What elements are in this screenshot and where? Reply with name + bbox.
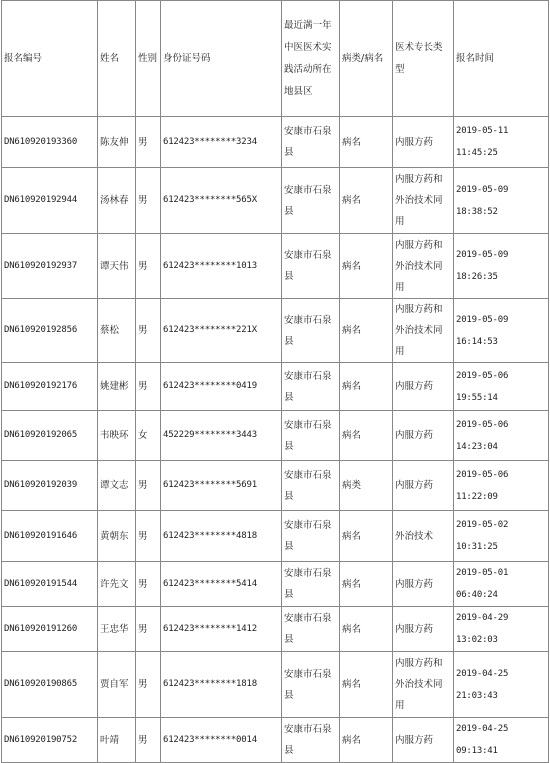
cell-disease: 病名 bbox=[340, 607, 393, 652]
cell-time bbox=[454, 511, 549, 562]
time-date: 2019-05-02 bbox=[456, 520, 509, 530]
table-row bbox=[2, 652, 549, 718]
cell-idcard: 612423********0014 bbox=[161, 718, 282, 763]
cell-time bbox=[454, 117, 549, 168]
time-date: 2019-05-06 bbox=[456, 419, 509, 430]
cell-region: 安康市石泉县 bbox=[282, 168, 340, 234]
cell-gender: 男 bbox=[136, 234, 161, 299]
cell-name: 谭天伟 bbox=[98, 234, 136, 299]
cell-time bbox=[454, 562, 549, 607]
time-clock: 10:31:25 bbox=[456, 542, 498, 552]
time-date: 2019-05-06 bbox=[456, 370, 509, 381]
table-row bbox=[2, 363, 549, 411]
cell-gender: 男 bbox=[136, 299, 161, 363]
cell-type: 内服方药 bbox=[393, 117, 454, 168]
cell-time bbox=[454, 411, 549, 461]
time-date: 2019-05-09 bbox=[456, 184, 509, 195]
cell-id: DN610920193360 bbox=[2, 117, 98, 168]
header-id: 报名编号 bbox=[2, 1, 98, 117]
cell-type: 内服方药 bbox=[393, 461, 454, 511]
cell-disease: 病名 bbox=[340, 299, 393, 363]
cell-gender: 男 bbox=[136, 718, 161, 763]
cell-name: 汤林春 bbox=[98, 168, 136, 234]
cell-gender: 男 bbox=[136, 461, 161, 511]
cell-region: 安康市石泉县 bbox=[282, 607, 340, 652]
cell-time bbox=[454, 652, 549, 718]
cell-idcard: 612423********1013 bbox=[161, 234, 282, 299]
time-clock: 14:23:04 bbox=[456, 441, 498, 452]
cell-region: 安康市石泉县 bbox=[282, 461, 340, 511]
table-row bbox=[2, 511, 549, 562]
time-date: 2019-04-25 bbox=[456, 668, 509, 679]
cell-region: 安康市石泉县 bbox=[282, 718, 340, 763]
time-clock: 11:22:09 bbox=[456, 491, 498, 502]
time-clock: 18:26:35 bbox=[456, 272, 498, 282]
cell-type: 内服方药 bbox=[393, 718, 454, 763]
cell-idcard: 612423********221X bbox=[161, 299, 282, 363]
cell-gender: 男 bbox=[136, 168, 161, 234]
cell-disease: 病名 bbox=[340, 168, 393, 234]
time-clock: 09:13:41 bbox=[456, 746, 498, 756]
cell-id: DN610920192065 bbox=[2, 411, 98, 461]
cell-type: 内服方药和外治技术同用 bbox=[393, 168, 454, 234]
header-region: 最近满一年中医医术实践活动所在地县区 bbox=[282, 1, 340, 117]
cell-type: 内服方药和外治技术同用 bbox=[393, 299, 454, 363]
cell-gender: 男 bbox=[136, 363, 161, 411]
cell-idcard: 612423********565X bbox=[161, 168, 282, 234]
cell-gender: 男 bbox=[136, 117, 161, 168]
cell-region: 安康市石泉县 bbox=[282, 411, 340, 461]
cell-id: DN610920192176 bbox=[2, 363, 98, 411]
time-date: 2019-05-11 bbox=[456, 126, 509, 136]
cell-time bbox=[454, 363, 549, 411]
cell-name: 黄朝东 bbox=[98, 511, 136, 562]
cell-name: 姚建彬 bbox=[98, 363, 136, 411]
cell-disease: 病名 bbox=[340, 234, 393, 299]
cell-idcard: 612423********0419 bbox=[161, 363, 282, 411]
cell-disease: 病名 bbox=[340, 363, 393, 411]
cell-type: 外治技术 bbox=[393, 511, 454, 562]
cell-id: DN610920192039 bbox=[2, 461, 98, 511]
cell-name: 陈友伸 bbox=[98, 117, 136, 168]
cell-type: 内服方药 bbox=[393, 363, 454, 411]
time-date: 2019-05-09 bbox=[456, 250, 509, 260]
cell-region: 安康市石泉县 bbox=[282, 299, 340, 363]
table-row bbox=[2, 234, 549, 299]
time-clock: 18:38:52 bbox=[456, 206, 498, 217]
cell-id: DN610920190752 bbox=[2, 718, 98, 763]
header-gender: 性别 bbox=[136, 1, 161, 117]
cell-type: 内服方药和外治技术同用 bbox=[393, 652, 454, 718]
table-row bbox=[2, 718, 549, 763]
cell-id: DN610920191544 bbox=[2, 562, 98, 607]
table-body bbox=[2, 117, 549, 763]
registration-table bbox=[1, 0, 549, 763]
cell-time bbox=[454, 168, 549, 234]
cell-name: 谭文志 bbox=[98, 461, 136, 511]
cell-id: DN610920191646 bbox=[2, 511, 98, 562]
cell-region: 安康市石泉县 bbox=[282, 511, 340, 562]
cell-gender: 女 bbox=[136, 411, 161, 461]
time-date: 2019-05-01 bbox=[456, 568, 509, 578]
header-time: 报名时间 bbox=[454, 1, 549, 117]
header-name: 姓名 bbox=[98, 1, 136, 117]
cell-name: 许先文 bbox=[98, 562, 136, 607]
cell-id: DN610920192937 bbox=[2, 234, 98, 299]
cell-idcard: 612423********1412 bbox=[161, 607, 282, 652]
header-disease: 病类/病名 bbox=[340, 1, 393, 117]
cell-gender: 男 bbox=[136, 607, 161, 652]
cell-region: 安康市石泉县 bbox=[282, 652, 340, 718]
cell-time bbox=[454, 718, 549, 763]
time-date: 2019-04-25 bbox=[456, 724, 509, 734]
time-date: 2019-05-09 bbox=[456, 314, 509, 325]
table-row bbox=[2, 117, 549, 168]
table-row bbox=[2, 299, 549, 363]
cell-time bbox=[454, 234, 549, 299]
cell-time bbox=[454, 461, 549, 511]
table-row bbox=[2, 168, 549, 234]
cell-gender: 男 bbox=[136, 562, 161, 607]
cell-type: 内服方药和外治技术同用 bbox=[393, 234, 454, 299]
cell-disease: 病名 bbox=[340, 718, 393, 763]
cell-type: 内服方药 bbox=[393, 411, 454, 461]
time-clock: 11:45:25 bbox=[456, 148, 498, 158]
cell-disease: 病名 bbox=[340, 411, 393, 461]
cell-idcard: 612423********3234 bbox=[161, 117, 282, 168]
table-row bbox=[2, 607, 549, 652]
cell-disease: 病名 bbox=[340, 511, 393, 562]
cell-name: 蔡松 bbox=[98, 299, 136, 363]
table-row bbox=[2, 411, 549, 461]
cell-type: 内服方药 bbox=[393, 562, 454, 607]
cell-name: 韦映环 bbox=[98, 411, 136, 461]
cell-id: DN610920190865 bbox=[2, 652, 98, 718]
cell-name: 叶靖 bbox=[98, 718, 136, 763]
cell-id: DN610920192944 bbox=[2, 168, 98, 234]
cell-id: DN610920192856 bbox=[2, 299, 98, 363]
time-clock: 16:14:53 bbox=[456, 336, 498, 347]
cell-time bbox=[454, 299, 549, 363]
cell-gender: 男 bbox=[136, 652, 161, 718]
cell-disease: 病类 bbox=[340, 461, 393, 511]
cell-type: 内服方药 bbox=[393, 607, 454, 652]
cell-time bbox=[454, 607, 549, 652]
header-type: 医术专长类型 bbox=[393, 1, 454, 117]
cell-idcard: 612423********5691 bbox=[161, 461, 282, 511]
cell-idcard: 612423********5414 bbox=[161, 562, 282, 607]
cell-name: 王忠华 bbox=[98, 607, 136, 652]
cell-idcard: 452229********3443 bbox=[161, 411, 282, 461]
time-clock: 21:03:43 bbox=[456, 690, 498, 701]
cell-idcard: 612423********4818 bbox=[161, 511, 282, 562]
cell-disease: 病名 bbox=[340, 562, 393, 607]
time-date: 2019-04-29 bbox=[456, 613, 509, 623]
cell-region: 安康市石泉县 bbox=[282, 363, 340, 411]
header-idcard: 身份证号码 bbox=[161, 1, 282, 117]
cell-gender: 男 bbox=[136, 511, 161, 562]
cell-disease: 病名 bbox=[340, 652, 393, 718]
table-row bbox=[2, 461, 549, 511]
cell-idcard: 612423********1818 bbox=[161, 652, 282, 718]
cell-region: 安康市石泉县 bbox=[282, 117, 340, 168]
table-row bbox=[2, 562, 549, 607]
cell-disease: 病名 bbox=[340, 117, 393, 168]
time-date: 2019-05-06 bbox=[456, 469, 509, 480]
time-clock: 19:55:14 bbox=[456, 392, 498, 403]
time-clock: 13:02:03 bbox=[456, 635, 498, 645]
cell-name: 贾自军 bbox=[98, 652, 136, 718]
time-clock: 06:40:24 bbox=[456, 590, 498, 600]
cell-region: 安康市石泉县 bbox=[282, 562, 340, 607]
cell-region: 安康市石泉县 bbox=[282, 234, 340, 299]
cell-id: DN610920191260 bbox=[2, 607, 98, 652]
header-row bbox=[2, 1, 549, 117]
